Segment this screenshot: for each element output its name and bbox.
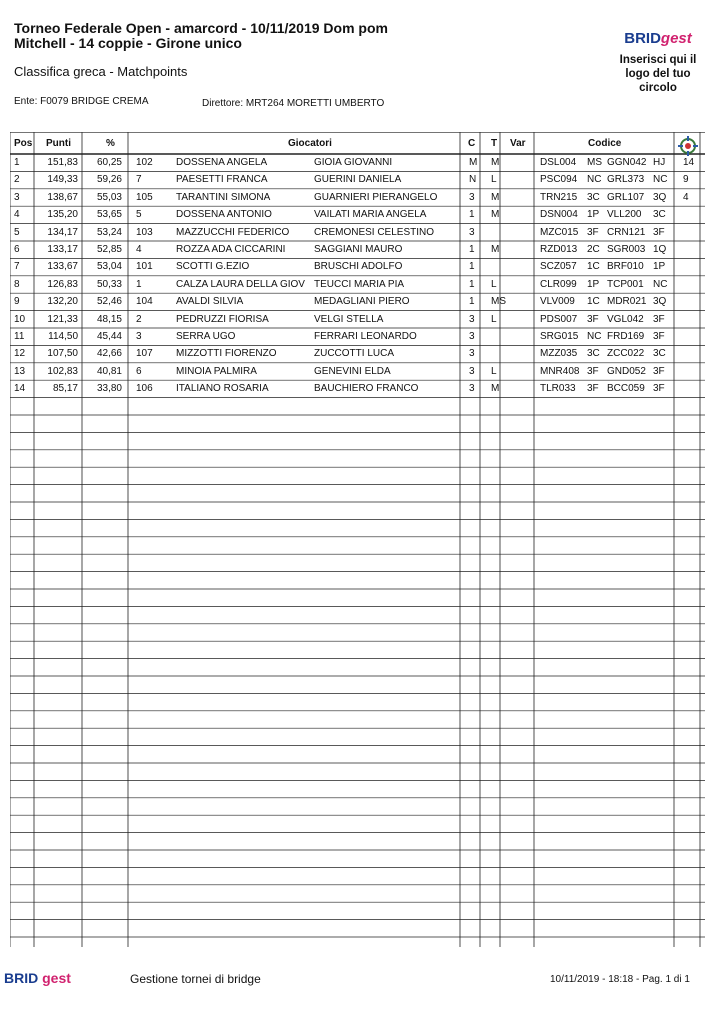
cell-p1: MIZZOTTI FIORENZO <box>176 348 277 360</box>
cell-pct: 42,66 <box>96 348 122 360</box>
cell-p1: SERRA UGO <box>176 331 236 342</box>
cell-punti: 134,17 <box>47 226 78 238</box>
cell-p2: TEUCCI MARIA PIA <box>314 278 405 290</box>
cell-pos: 9 <box>14 296 20 308</box>
cell-cat1: 3F <box>587 226 599 238</box>
settings-icon <box>678 136 698 156</box>
cell-pos: 5 <box>14 226 20 238</box>
cell-p2: VAILATI MARIA ANGELA <box>314 209 427 221</box>
cell-c: 3 <box>469 313 475 325</box>
cell-code2: GGN042 <box>607 157 647 168</box>
cell-c: 3 <box>469 383 475 395</box>
cell-code1: RZD013 <box>540 244 578 255</box>
cell-t: L <box>491 313 497 325</box>
cell-t: MS <box>491 296 506 308</box>
ente-label: Ente: F0079 BRIDGE CREMA <box>14 96 149 107</box>
cell-code2: TCP001 <box>607 278 644 290</box>
cell-num: 5 <box>136 209 142 221</box>
cell-code1: PSC094 <box>540 174 578 186</box>
cell-cat1: 3F <box>587 365 599 377</box>
cell-p1: SCOTTI G.EZIO <box>176 261 250 273</box>
cell-code1: VLV009 <box>540 296 575 308</box>
cell-cat2: HJ <box>653 157 666 168</box>
cell-cat2: 3F <box>653 331 665 342</box>
cell-code2: FRD169 <box>607 331 645 342</box>
cell-cat2: NC <box>653 278 668 290</box>
cell-pct: 53,04 <box>96 261 122 273</box>
cell-t: M <box>491 209 500 221</box>
cell-p1: PAESETTI FRANCA <box>176 174 268 186</box>
cell-c: 1 <box>469 278 475 290</box>
cell-p2: MEDAGLIANI PIERO <box>314 296 410 308</box>
footer-app-name: Gestione tornei di bridge <box>130 972 261 986</box>
cell-num: 102 <box>136 157 153 168</box>
col-header-giocatori: Giocatori <box>288 138 332 149</box>
cell-c: 3 <box>469 191 475 203</box>
cell-t: M <box>491 383 500 395</box>
cell-pct: 45,44 <box>96 331 122 342</box>
cell-p2: GIOIA GIOVANNI <box>314 157 393 168</box>
cell-c: 3 <box>469 365 475 377</box>
cell-code1: DSN004 <box>540 209 578 221</box>
cell-pct: 52,46 <box>96 296 122 308</box>
col-header-t: T <box>491 138 498 149</box>
cell-t: M <box>491 157 500 168</box>
cell-num: 2 <box>136 313 142 325</box>
page-title: Torneo Federale Open - amarcord - 10/11/2019 Dom pom <box>14 20 388 36</box>
cell-cat1: NC <box>587 331 602 342</box>
cell-code1: MZZ035 <box>540 348 578 360</box>
cell-code2: GND052 <box>607 365 646 377</box>
cell-code1: TRN215 <box>540 191 578 203</box>
cell-pos: 6 <box>14 244 20 255</box>
cell-pct: 33,80 <box>96 383 122 395</box>
cell-cat1: 1P <box>587 278 600 290</box>
logo-hint-text: Inserisci qui il logo del tuo circolo <box>619 54 697 94</box>
cell-punti: 126,83 <box>47 278 78 290</box>
cell-pos: 8 <box>14 278 20 290</box>
cell-cat1: 2C <box>587 244 600 255</box>
cell-num: 7 <box>136 174 142 186</box>
cell-cat2: 3F <box>653 226 665 238</box>
cell-num: 107 <box>136 348 153 360</box>
cell-c: 3 <box>469 331 475 342</box>
cell-c: 1 <box>469 261 475 273</box>
cell-cat2: 1Q <box>653 244 667 255</box>
cell-p1: DOSSENA ANTONIO <box>176 209 272 221</box>
cell-num: 4 <box>136 244 142 255</box>
cell-code2: VGL042 <box>607 313 644 325</box>
cell-p1: ROZZA ADA CICCARINI <box>176 244 286 255</box>
cell-p2: BRUSCHI ADOLFO <box>314 261 403 273</box>
cell-code2: GRL373 <box>607 174 645 186</box>
cell-cat2: NC <box>653 174 668 186</box>
cell-p1: AVALDI SILVIA <box>176 296 244 308</box>
cell-c: M <box>469 157 478 168</box>
cell-t: L <box>491 174 497 186</box>
col-header-pos: Pos <box>14 138 33 149</box>
cell-punti: 102,83 <box>47 365 78 377</box>
cell-code1: SRG015 <box>540 331 579 342</box>
cell-pos: 3 <box>14 191 20 203</box>
cell-punti: 85,17 <box>52 383 78 395</box>
cell-code1: DSL004 <box>540 157 577 168</box>
cell-c: 3 <box>469 348 475 360</box>
cell-pos: 14 <box>14 383 26 395</box>
cell-pct: 53,24 <box>96 226 122 238</box>
logo-brid-text: BRID <box>624 30 661 47</box>
col-header-punti: Punti <box>46 138 71 149</box>
cell-pos: 11 <box>14 331 25 342</box>
ranking-type: Classifica greca - Matchpoints <box>14 64 188 79</box>
cell-pos: 10 <box>14 313 26 325</box>
cell-t: M <box>491 244 500 255</box>
cell-c: 1 <box>469 209 475 221</box>
cell-code2: GRL107 <box>607 191 645 203</box>
cell-punti: 133,17 <box>47 244 78 255</box>
cell-code2: ZCC022 <box>607 348 645 360</box>
col-header-codice: Codice <box>588 138 622 149</box>
cell-punti: 138,67 <box>47 191 78 203</box>
director-label: Direttore: MRT264 MORETTI UMBERTO <box>202 98 385 109</box>
cell-code2: BRF010 <box>607 261 644 273</box>
cell-pos: 7 <box>14 261 20 273</box>
cell-punti: 135,20 <box>47 209 78 221</box>
cell-extra: 14 <box>683 157 695 168</box>
cell-cat1: 1C <box>587 261 600 273</box>
cell-pos: 13 <box>14 365 26 377</box>
cell-p2: ZUCCOTTI LUCA <box>314 348 394 360</box>
footer-logo-brid: BRID <box>4 970 39 986</box>
logo-gest-text: gest <box>660 30 692 47</box>
ranking-table <box>10 132 705 947</box>
cell-code2: VLL200 <box>607 209 642 221</box>
cell-p2: GUERINI DANIELA <box>314 174 402 186</box>
cell-p1: MINOIA PALMIRA <box>176 365 257 377</box>
cell-pos: 12 <box>14 348 26 360</box>
col-header-var: Var <box>510 138 526 149</box>
cell-punti: 121,33 <box>47 313 78 325</box>
cell-cat1: 3C <box>587 348 600 360</box>
cell-pct: 53,65 <box>96 209 122 221</box>
bridgest-logo <box>612 30 704 47</box>
cell-pct: 55,03 <box>96 191 122 203</box>
cell-c: 1 <box>469 244 475 255</box>
cell-num: 3 <box>136 331 142 342</box>
cell-code1: CLR099 <box>540 278 577 290</box>
cell-num: 103 <box>136 226 153 238</box>
cell-punti: 151,83 <box>47 157 78 168</box>
cell-cat2: 3F <box>653 365 665 377</box>
cell-c: N <box>469 174 477 186</box>
col-header-c: C <box>468 138 476 149</box>
cell-cat2: 3Q <box>653 191 667 203</box>
cell-pct: 59,26 <box>96 174 122 186</box>
cell-cat1: 3F <box>587 383 599 395</box>
footer-timestamp: 10/11/2019 - 18:18 - Pag. 1 di 1 <box>550 974 690 985</box>
cell-punti: 107,50 <box>47 348 78 360</box>
cell-p2: VELGI STELLA <box>314 313 384 325</box>
cell-pct: 60,25 <box>96 157 122 168</box>
cell-p1: TARANTINI SIMONA <box>176 191 271 203</box>
cell-c: 1 <box>469 296 475 308</box>
footer-logo <box>4 970 71 986</box>
cell-cat1: 1C <box>587 296 600 308</box>
club-logo-placeholder <box>612 30 704 118</box>
cell-num: 1 <box>136 278 142 290</box>
cell-cat2: 3Q <box>653 296 667 308</box>
cell-code2: MDR021 <box>607 296 647 308</box>
cell-p2: BAUCHIERO FRANCO <box>314 383 419 395</box>
cell-cat1: 3C <box>587 191 600 203</box>
cell-cat2: 1P <box>653 261 666 273</box>
cell-code1: MZC015 <box>540 226 579 238</box>
cell-num: 104 <box>136 296 153 308</box>
cell-code1: TLR033 <box>540 383 576 395</box>
cell-cat1: 1P <box>587 209 600 221</box>
cell-cat2: 3F <box>653 313 665 325</box>
cell-pct: 52,85 <box>96 244 122 255</box>
cell-num: 101 <box>136 261 153 273</box>
cell-num: 106 <box>136 383 153 395</box>
cell-p1: PEDRUZZI FIORISA <box>176 313 269 325</box>
cell-p2: GENEVINI ELDA <box>314 365 391 377</box>
cell-pct: 48,15 <box>96 313 122 325</box>
cell-code1: SCZ057 <box>540 261 577 273</box>
cell-punti: 133,67 <box>47 261 78 273</box>
cell-extra: 4 <box>683 191 689 203</box>
cell-pct: 50,33 <box>96 278 122 290</box>
cell-cat1: MS <box>587 157 602 168</box>
cell-cat1: NC <box>587 174 602 186</box>
cell-punti: 149,33 <box>47 174 78 186</box>
page-subtitle: Mitchell - 14 coppie - Girone unico <box>14 35 242 51</box>
cell-p1: MAZZUCCHI FEDERICO <box>176 226 290 238</box>
cell-code2: BCC059 <box>607 383 645 395</box>
cell-pos: 1 <box>14 157 20 168</box>
cell-p2: GUARNIERI PIERANGELO <box>314 191 438 203</box>
cell-code2: SGR003 <box>607 244 646 255</box>
cell-punti: 132,20 <box>47 296 78 308</box>
cell-punti: 114,50 <box>48 331 78 342</box>
cell-t: L <box>491 365 497 377</box>
cell-num: 105 <box>136 191 153 203</box>
cell-p1: CALZA LAURA DELLA GIOV <box>176 278 305 290</box>
cell-p2: SAGGIANI MAURO <box>314 244 403 255</box>
footer-logo-gest: gest <box>42 970 71 986</box>
cell-code1: PDS007 <box>540 313 578 325</box>
cell-p2: FERRARI LEONARDO <box>314 331 417 342</box>
cell-p2: CREMONESI CELESTINO <box>314 226 435 238</box>
col-header-pct: % <box>106 138 115 149</box>
cell-cat2: 3C <box>653 209 666 221</box>
cell-extra: 9 <box>683 174 689 186</box>
cell-pos: 2 <box>14 174 20 186</box>
cell-cat1: 3F <box>587 313 599 325</box>
cell-t: L <box>491 278 497 290</box>
cell-c: 3 <box>469 226 475 238</box>
cell-cat2: 3F <box>653 383 665 395</box>
cell-code1: MNR408 <box>540 365 580 377</box>
cell-num: 6 <box>136 365 142 377</box>
cell-t: M <box>491 191 500 203</box>
cell-p1: ITALIANO ROSARIA <box>176 383 269 395</box>
cell-pct: 40,81 <box>96 365 122 377</box>
cell-p1: DOSSENA ANGELA <box>176 157 268 168</box>
cell-cat2: 3C <box>653 348 666 360</box>
cell-pos: 4 <box>14 209 20 221</box>
cell-code2: CRN121 <box>607 226 646 238</box>
